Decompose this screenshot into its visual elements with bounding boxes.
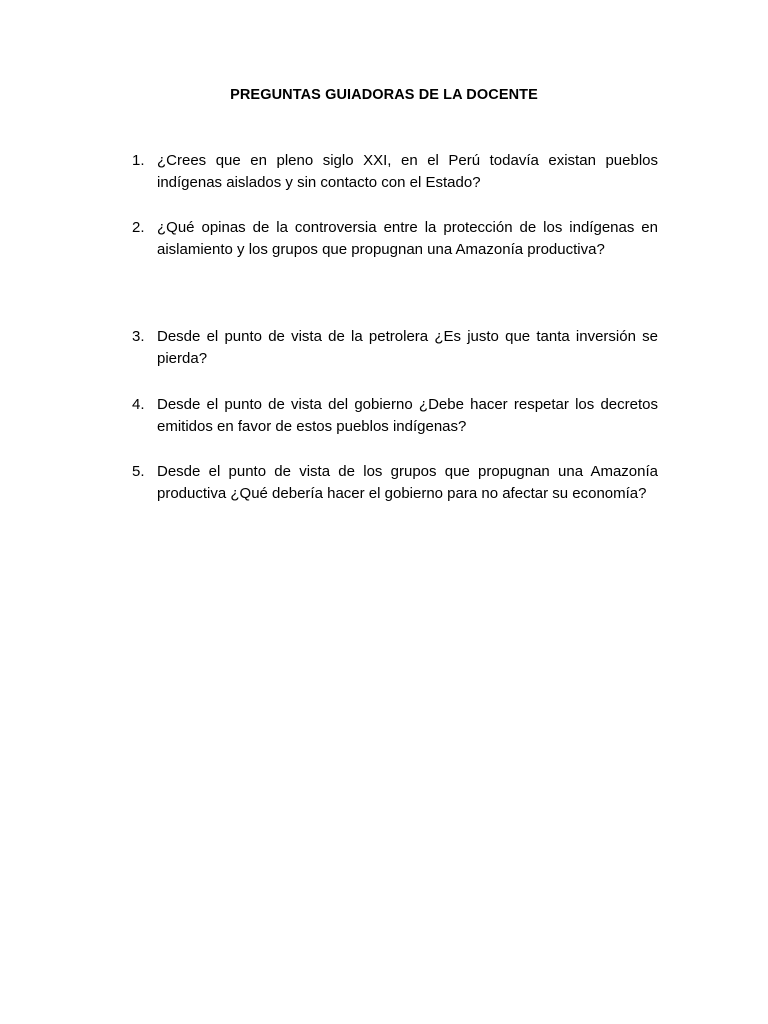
question-item-2: [132, 217, 658, 261]
question-item-5: [132, 461, 658, 505]
document-title: PREGUNTAS GUIADORAS DE LA DOCENTE: [230, 87, 538, 103]
question-text: ¿Crees que en pleno siglo XXI, en el Perú todavía existan pueblos indígenas aislados y sin contacto con el Estado?: [157, 152, 658, 191]
question-item-3: [132, 326, 658, 370]
question-number: 1.: [132, 152, 145, 169]
question-text: Desde el punto de vista del gobierno ¿Debe hacer respetar los decretos emitidos en favor de estos pueblos indígenas?: [157, 396, 658, 435]
question-number: 3.: [132, 328, 145, 345]
question-item-4: [132, 394, 658, 438]
question-number: 4.: [132, 396, 145, 413]
question-number: 5.: [132, 463, 145, 480]
question-number: 2.: [132, 219, 145, 236]
question-text: Desde el punto de vista de los grupos que propugnan una Amazonía productiva ¿Qué debería hacer el gobierno para no afectar su economía?: [157, 463, 658, 502]
question-item-1: [132, 150, 658, 194]
question-text: ¿Qué opinas de la controversia entre la protección de los indígenas en aislamiento y los grupos que propugnan una Amazonía productiva?: [157, 219, 658, 258]
question-text: Desde el punto de vista de la petrolera ¿Es justo que tanta inversión se pierda?: [157, 328, 658, 367]
